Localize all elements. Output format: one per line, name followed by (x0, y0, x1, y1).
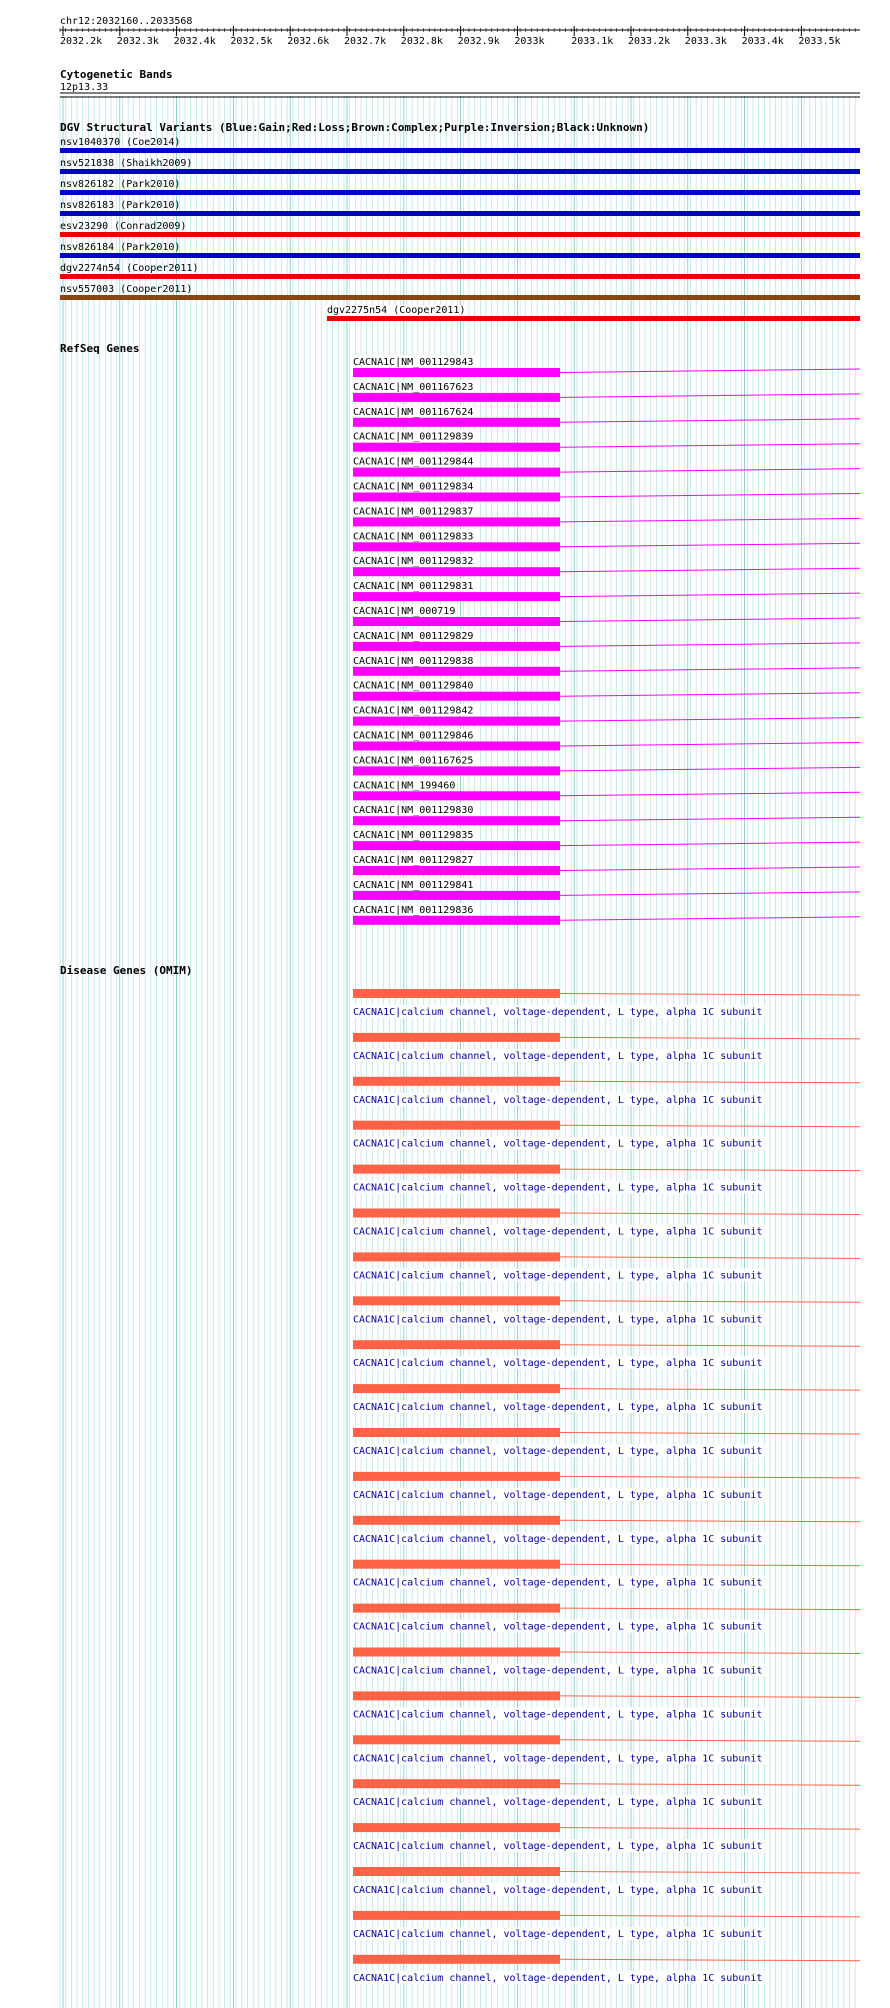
refseq-gene-label: CACNA1C|NM_001129835 (353, 830, 474, 842)
omim-gene-label: CACNA1C|calcium channel, voltage-dependent, L type, alpha 1C subunit (353, 1094, 763, 1106)
refseq-gene-label: CACNA1C|NM_001129838 (353, 655, 474, 667)
refseq-gene-label: CACNA1C|NM_001129840 (353, 680, 474, 692)
omim-gene-label: CACNA1C|calcium channel, voltage-dependent, L type, alpha 1C subunit (353, 1665, 763, 1677)
ruler-tick-label: 2032.5k (230, 36, 273, 47)
omim-gene-label: CACNA1C|calcium channel, voltage-dependent, L type, alpha 1C subunit (353, 1709, 763, 1721)
omim-gene-bar[interactable] (353, 1516, 560, 1525)
omim-gene-label: CACNA1C|calcium channel, voltage-dependent, L type, alpha 1C subunit (353, 1138, 763, 1150)
refseq-gene-exon[interactable] (353, 642, 560, 651)
refseq-gene-exon[interactable] (353, 443, 560, 452)
omim-gene-bar[interactable] (353, 1340, 560, 1349)
refseq-gene-exon[interactable] (353, 791, 560, 800)
refseq-gene-label: CACNA1C|NM_001167624 (353, 406, 474, 418)
refseq-gene-label: CACNA1C|NM_001129827 (353, 855, 474, 866)
refseq-gene-label: CACNA1C|NM_001129834 (353, 481, 474, 493)
refseq-gene-label: CACNA1C|NM_001129843 (353, 357, 474, 368)
dgv-variant-label: esv23290 (Conrad2009) (60, 221, 187, 232)
cytoband-label: 12p13.33 (60, 82, 109, 93)
refseq-gene-label: CACNA1C|NM_001129832 (353, 556, 474, 568)
cytoband-track (60, 68, 860, 97)
omim-gene-label: CACNA1C|calcium channel, voltage-dependent, L type, alpha 1C subunit (353, 1533, 763, 1545)
dgv-variant-label: nsv826184 (Park2010) (60, 242, 181, 253)
omim-gene-bar[interactable] (353, 1735, 560, 1744)
refseq-gene-label: CACNA1C|NM_001129844 (353, 456, 474, 468)
refseq-gene-exon[interactable] (353, 742, 560, 751)
refseq-gene-label: CACNA1C|NM_001129842 (353, 705, 474, 717)
refseq-gene-exon[interactable] (353, 393, 560, 402)
omim-gene-label: CACNA1C|calcium channel, voltage-dependent, L type, alpha 1C subunit (353, 1577, 763, 1589)
refseq-gene-exon[interactable] (353, 891, 560, 900)
dgv-variant-bar[interactable] (60, 253, 860, 258)
refseq-gene-label: CACNA1C|NM_001129829 (353, 630, 474, 642)
omim-gene-bar[interactable] (353, 1296, 560, 1305)
omim-gene-bar[interactable] (353, 1779, 560, 1788)
dgv-variant-bar[interactable] (60, 169, 860, 174)
refseq-gene-label: CACNA1C|NM_199460 (353, 780, 456, 792)
refseq-gene-exon[interactable] (353, 493, 560, 502)
omim-gene-bar[interactable] (353, 1823, 560, 1832)
omim-gene-bar[interactable] (353, 1252, 560, 1261)
ruler-tick-label: 2032.3k (116, 36, 159, 47)
omim-gene-label: CACNA1C|calcium channel, voltage-dependent, L type, alpha 1C subunit (353, 1446, 763, 1457)
omim-gene-bar[interactable] (353, 1648, 560, 1657)
omim-gene-label: CACNA1C|calcium channel, voltage-dependent, L type, alpha 1C subunit (353, 1007, 763, 1018)
refseq-gene-label: CACNA1C|NM_001129830 (353, 805, 474, 817)
refseq-track (60, 342, 860, 925)
dgv-variant-bar[interactable] (327, 316, 860, 321)
refseq-gene-label: CACNA1C|NM_001129836 (353, 904, 474, 916)
omim-gene-label: CACNA1C|calcium channel, voltage-dependent, L type, alpha 1C subunit (353, 1753, 763, 1765)
omim-gene-label: CACNA1C|calcium channel, voltage-dependent, L type, alpha 1C subunit (353, 1885, 763, 1896)
ruler-tick-label: 2033.1k (571, 36, 614, 47)
ruler-tick-label: 2033k (514, 36, 545, 47)
refseq-gene-label: CACNA1C|NM_001167625 (353, 755, 474, 767)
dgv-variant-bar[interactable] (60, 148, 860, 153)
omim-gene-label: CACNA1C|calcium channel, voltage-dependent, L type, alpha 1C subunit (353, 1270, 763, 1282)
omim-track (60, 964, 860, 1984)
dgv-variant-label: dgv2274n54 (Cooper2011) (60, 263, 199, 274)
omim-gene-bar[interactable] (353, 1121, 560, 1130)
ruler-title: chr12:2032160..2033568 (60, 16, 193, 27)
refseq-gene-exon[interactable] (353, 567, 560, 576)
dgv-title: DGV Structural Variants (Blue:Gain;Red:Loss;Brown:Complex;Purple:Inversion;Black:Unknown) (60, 121, 650, 134)
ruler-tick-label: 2032.6k (287, 36, 330, 47)
refseq-gene-exon[interactable] (353, 766, 560, 775)
ruler-tick-label: 2033.4k (741, 36, 784, 47)
omim-gene-bar[interactable] (353, 1911, 560, 1920)
refseq-gene-exon[interactable] (353, 418, 560, 427)
refseq-gene-exon[interactable] (353, 717, 560, 726)
omim-gene-label: CACNA1C|calcium channel, voltage-dependent, L type, alpha 1C subunit (353, 1621, 763, 1633)
dgv-variant-bar[interactable] (60, 274, 860, 279)
omim-gene-label: CACNA1C|calcium channel, voltage-dependent, L type, alpha 1C subunit (353, 1797, 763, 1809)
dgv-variant-label: nsv826183 (Park2010) (60, 200, 181, 211)
omim-gene-bar[interactable] (353, 1604, 560, 1613)
omim-gene-label: CACNA1C|calcium channel, voltage-dependent, L type, alpha 1C subunit (353, 1050, 763, 1062)
omim-gene-bar[interactable] (353, 989, 560, 998)
refseq-gene-exon[interactable] (353, 542, 560, 551)
dgv-variant-label: nsv826182 (Park2010) (60, 179, 181, 190)
dgv-variant-bar[interactable] (60, 295, 860, 300)
refseq-gene-exon[interactable] (353, 841, 560, 850)
ruler-tick-label: 2032.8k (400, 36, 443, 47)
omim-gene-bar[interactable] (353, 1560, 560, 1569)
omim-title: Disease Genes (OMIM) (60, 964, 193, 977)
refseq-gene-exon[interactable] (353, 368, 560, 377)
omim-gene-label: CACNA1C|calcium channel, voltage-dependent, L type, alpha 1C subunit (353, 1182, 763, 1194)
omim-gene-label: CACNA1C|calcium channel, voltage-dependent, L type, alpha 1C subunit (353, 1314, 763, 1326)
omim-gene-bar[interactable] (353, 1033, 560, 1042)
refseq-gene-label: CACNA1C|NM_001129841 (353, 879, 474, 891)
omim-gene-label: CACNA1C|calcium channel, voltage-dependent, L type, alpha 1C subunit (353, 1841, 763, 1853)
ruler-tick-label: 2033.3k (684, 36, 727, 47)
dgv-variant-bar[interactable] (60, 190, 860, 195)
omim-gene-bar[interactable] (353, 1472, 560, 1481)
cytoband-title: Cytogenetic Bands (60, 68, 173, 81)
dgv-variant-label: nsv521838 (Shaikh2009) (60, 158, 193, 169)
ruler-tick-label: 2032.9k (457, 36, 500, 47)
omim-gene-bar[interactable] (353, 1209, 560, 1218)
omim-gene-label: CACNA1C|calcium channel, voltage-dependent, L type, alpha 1C subunit (353, 1972, 763, 1984)
omim-gene-bar[interactable] (353, 1955, 560, 1964)
omim-gene-bar[interactable] (353, 1691, 560, 1700)
refseq-gene-exon[interactable] (353, 617, 560, 626)
refseq-gene-exon[interactable] (353, 592, 560, 601)
ruler-tick-label: 2033.2k (628, 36, 671, 47)
omim-gene-bar[interactable] (353, 1867, 560, 1876)
refseq-gene-exon[interactable] (353, 468, 560, 477)
omim-gene-bar[interactable] (353, 1165, 560, 1174)
ruler-tick-label: 2032.2k (60, 36, 103, 47)
omim-gene-bar[interactable] (353, 1384, 560, 1393)
refseq-gene-exon[interactable] (353, 692, 560, 701)
refseq-gene-label: CACNA1C|NM_001129846 (353, 730, 474, 742)
refseq-gene-exon[interactable] (353, 667, 560, 676)
refseq-gene-exon[interactable] (353, 916, 560, 925)
refseq-gene-label: CACNA1C|NM_001129831 (353, 581, 474, 593)
dgv-track (60, 121, 860, 321)
ruler-tick-label: 2032.7k (344, 36, 387, 47)
refseq-gene-label: CACNA1C|NM_001129833 (353, 531, 474, 543)
ruler-tick-label: 2033.5k (798, 36, 841, 47)
omim-gene-label: CACNA1C|calcium channel, voltage-dependent, L type, alpha 1C subunit (353, 1928, 763, 1940)
omim-gene-bar[interactable] (353, 1077, 560, 1086)
ruler-tick-label: 2032.4k (173, 36, 216, 47)
refseq-gene-label: CACNA1C|NM_000719 (353, 606, 456, 617)
dgv-variant-label: nsv557003 (Cooper2011) (60, 284, 193, 295)
refseq-gene-label: CACNA1C|NM_001129839 (353, 431, 474, 443)
refseq-gene-label: CACNA1C|NM_001167623 (353, 381, 474, 393)
refseq-gene-label: CACNA1C|NM_001129837 (353, 506, 474, 518)
omim-gene-label: CACNA1C|calcium channel, voltage-dependent, L type, alpha 1C subunit (353, 1402, 763, 1414)
refseq-gene-exon[interactable] (353, 866, 560, 875)
dgv-variant-label: dgv2275n54 (Cooper2011) (327, 305, 466, 316)
omim-gene-bar[interactable] (353, 1428, 560, 1437)
ruler (60, 16, 860, 47)
dgv-variant-bar[interactable] (60, 211, 860, 216)
omim-gene-label: CACNA1C|calcium channel, voltage-dependent, L type, alpha 1C subunit (353, 1358, 763, 1370)
dgv-variant-bar[interactable] (60, 232, 860, 237)
omim-gene-label: CACNA1C|calcium channel, voltage-dependent, L type, alpha 1C subunit (353, 1226, 763, 1238)
omim-gene-label: CACNA1C|calcium channel, voltage-dependent, L type, alpha 1C subunit (353, 1489, 763, 1501)
refseq-gene-exon[interactable] (353, 517, 560, 526)
refseq-title: RefSeq Genes (60, 342, 140, 355)
refseq-gene-exon[interactable] (353, 816, 560, 825)
dgv-variant-label: nsv1040370 (Coe2014) (60, 137, 181, 148)
